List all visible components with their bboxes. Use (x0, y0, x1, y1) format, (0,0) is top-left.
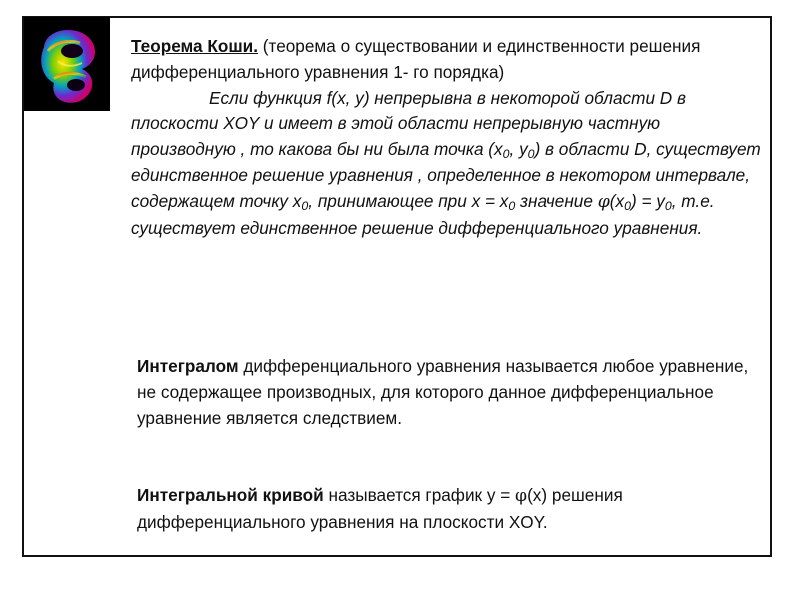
statement-part: ) = y (630, 190, 665, 211)
cauchy-theorem (131, 34, 761, 241)
statement-part: , т.е. существует единственное решение дифференциального уравнения. (131, 190, 715, 238)
curve-text-2: (x) решения дифференциального уравнения на плоскости XOY. (137, 485, 623, 532)
torus-surface-icon (24, 17, 110, 111)
phi-symbol: φ (515, 486, 528, 506)
statement-part: ) в области D, существует единственное решение уравнения , определенное в некотором интервале, содержащем точку x (131, 139, 761, 211)
integral-definition (137, 354, 767, 431)
statement-part: , принимающее при x = x (308, 190, 509, 211)
curve-term: Интегральной кривой (137, 485, 324, 505)
subscript: 0 (527, 147, 535, 162)
subscript: 0 (508, 198, 516, 213)
statement-part: , y (509, 139, 528, 160)
theorem-statement (131, 88, 761, 238)
subscript: 0 (502, 147, 510, 162)
subscript: 0 (624, 198, 631, 213)
integral-term: Интегралом (137, 356, 239, 376)
theorem-title: Теорема Коши. (131, 36, 259, 56)
integral-curve-definition (137, 483, 767, 536)
integral-text: дифференциального уравнения называется любое уравнение, не содержащее производных, для которого данное дифференциальное уравнение является следствием. (137, 356, 749, 428)
phi-symbol: φ (597, 191, 610, 212)
statement-part: Если функция f(x, y) непрерывна в некоторой области D в плоскости XOY и имеет в этой области непрерывную частную производную , то какова бы ни была точка (x (131, 87, 686, 160)
curve-text: называется график y = (323, 485, 516, 505)
statement-part: (x (609, 190, 625, 211)
statement-part: значение (515, 190, 598, 211)
subscript: 0 (301, 198, 309, 213)
subscript: 0 (664, 198, 672, 213)
theorem-subtitle: (теорема о существовании и единственности решения дифференциального уравнения 1- го порядка) (131, 36, 701, 82)
